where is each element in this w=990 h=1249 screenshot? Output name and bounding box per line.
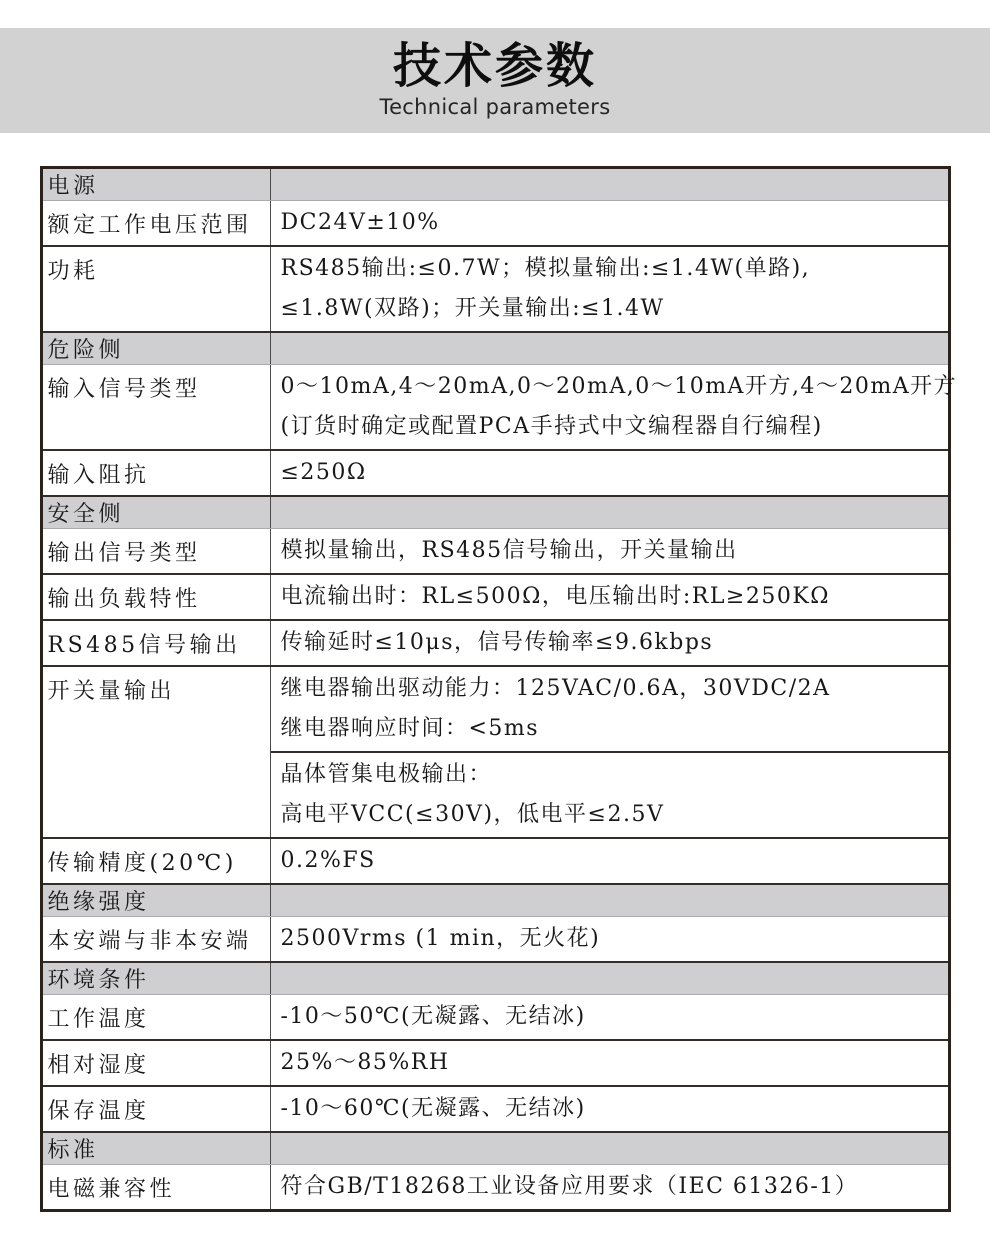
value-block: [271, 247, 948, 331]
row-value: [271, 247, 948, 331]
row-value: [271, 529, 948, 573]
table-row: [43, 1087, 948, 1133]
value-block: [271, 1087, 948, 1131]
row-value: [271, 169, 948, 200]
value-line: 晶体管集电极输出：: [280, 762, 493, 787]
row-label: 保存温度: [43, 1087, 271, 1131]
page-title: 技术参数: [392, 38, 597, 95]
table-row: [43, 1041, 948, 1087]
row-value: [271, 1041, 948, 1085]
row-value: [271, 995, 948, 1039]
row-value: [271, 451, 948, 495]
value-line: 高电平VCC(≤30V)，低电平≤2.5V: [280, 802, 665, 827]
row-label: 额定工作电压范围: [43, 201, 271, 245]
table-row: [43, 451, 948, 497]
row-label: 传输精度(20℃): [43, 839, 271, 883]
value-line: 2500Vrms (1 min，无火花): [280, 926, 601, 951]
table-row: [43, 365, 958, 451]
page-subtitle: Technical parameters: [379, 94, 611, 119]
section-label: 危险侧: [43, 333, 271, 364]
value-block: [271, 751, 948, 837]
row-value: [271, 201, 948, 245]
row-label: 输出负载特性: [43, 575, 271, 619]
section-label: 环境条件: [43, 963, 271, 994]
section-row: [43, 1133, 948, 1165]
table-row: [43, 667, 948, 839]
value-block: [271, 365, 958, 449]
value-line: 0.2%FS: [280, 848, 376, 873]
table-row: [43, 529, 948, 575]
section-row: [43, 333, 948, 365]
value-line: 符合GB/T18268工业设备应用要求（IEC 61326-1）: [280, 1174, 859, 1199]
value-block: [271, 201, 948, 245]
section-row: [43, 885, 948, 917]
section-row: [43, 497, 948, 529]
row-label: 开关量输出: [43, 667, 271, 837]
row-value: [271, 885, 948, 916]
row-value: [271, 1087, 948, 1131]
parameters-table: [40, 166, 958, 1212]
value-line: 25%～85%RH: [280, 1050, 450, 1075]
table-row: [43, 247, 948, 333]
row-label: RS485信号输出: [43, 621, 271, 665]
row-value: [271, 621, 948, 665]
row-label: 相对湿度: [43, 1041, 271, 1085]
row-value: [271, 1133, 948, 1164]
row-value: [271, 839, 948, 883]
row-value: [271, 917, 948, 961]
row-value: [271, 365, 958, 449]
table-row: [43, 575, 948, 621]
table-row: [43, 1165, 948, 1209]
value-line: 电流输出时：RL≤500Ω，电压输出时:RL≥250KΩ: [280, 584, 831, 609]
page: [0, 28, 990, 1212]
table-row: [43, 839, 948, 885]
value-block: [271, 621, 948, 665]
value-block: [271, 575, 948, 619]
row-value: [271, 1165, 948, 1209]
value-block: [271, 451, 948, 495]
value-line: ≤250Ω: [280, 460, 367, 485]
value-line: -10～60℃(无凝露、无结冰): [280, 1096, 586, 1121]
section-label: 绝缘强度: [43, 885, 271, 916]
row-label: 本安端与非本安端: [43, 917, 271, 961]
row-value: [271, 575, 948, 619]
value-block: [271, 1165, 948, 1209]
row-label: 功耗: [43, 247, 271, 331]
row-value: [271, 963, 948, 994]
table-row: [43, 621, 948, 667]
value-line: 继电器响应时间：<5ms: [280, 716, 540, 741]
row-label: 电磁兼容性: [43, 1165, 271, 1209]
row-value: [271, 497, 948, 528]
row-label: 输入信号类型: [43, 365, 271, 449]
row-value: [271, 333, 948, 364]
section-row: [43, 169, 948, 201]
value-block: [271, 667, 948, 751]
value-line: ≤1.8W(双路)；开关量输出:≤1.4W: [280, 296, 665, 321]
section-label: 安全侧: [43, 497, 271, 528]
value-line: -10～50℃(无凝露、无结冰): [280, 1004, 586, 1029]
value-line: DC24V±10%: [280, 210, 440, 235]
value-line: 传输延时≤10μs，信号传输率≤9.6kbps: [280, 630, 714, 655]
section-row: [43, 963, 948, 995]
table-row: [43, 201, 948, 247]
table-row: [43, 917, 948, 963]
value-line: 0～10mA,4～20mA,0～20mA,0～10mA开方,4～20mA开方: [280, 374, 958, 399]
row-label: 输入阻抗: [43, 451, 271, 495]
value-line: RS485输出:≤0.7W；模拟量输出:≤1.4W(单路),: [280, 256, 811, 281]
row-label: 工作温度: [43, 995, 271, 1039]
value-line: (订货时确定或配置PCA手持式中文编程器自行编程): [280, 414, 823, 439]
value-block: [271, 1041, 948, 1085]
value-line: 模拟量输出，RS485信号输出，开关量输出: [280, 538, 738, 563]
section-label: 标准: [43, 1133, 271, 1164]
value-line: 继电器输出驱动能力：125VAC/0.6A，30VDC/2A: [280, 676, 831, 701]
title-band: [0, 28, 990, 133]
table-row: [43, 995, 948, 1041]
value-block: [271, 839, 948, 883]
value-block: [271, 917, 948, 961]
section-label: 电源: [43, 169, 271, 200]
value-block: [271, 995, 948, 1039]
value-block: [271, 529, 948, 573]
row-value: [271, 667, 948, 837]
row-label: 输出信号类型: [43, 529, 271, 573]
